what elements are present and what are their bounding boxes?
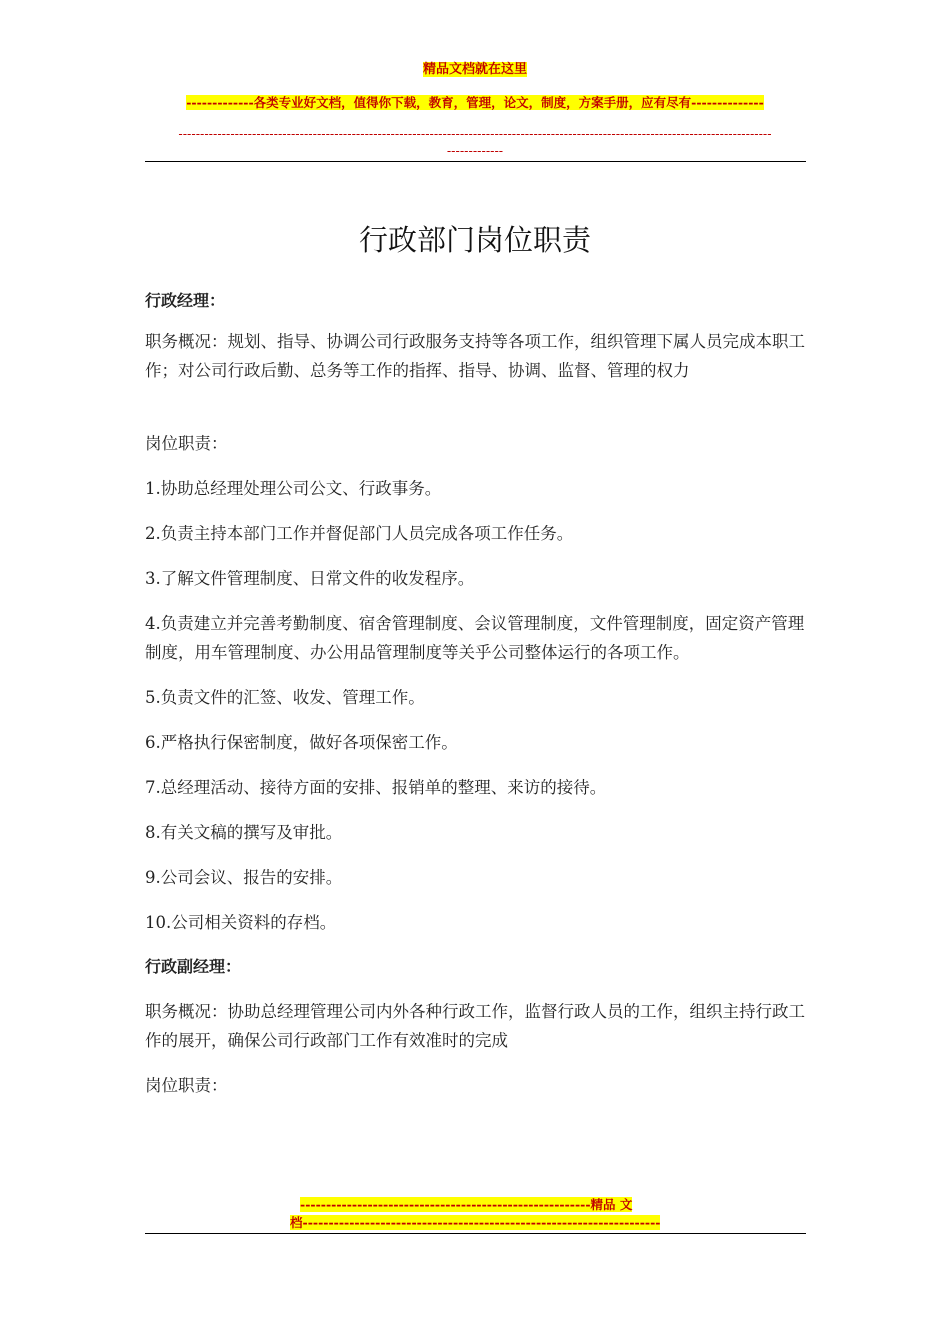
footer-text-1: --------------------------------------------------------精品 文	[300, 1197, 633, 1212]
job-overview: 职务概况：协助总经理管理公司内外各种行政工作，监督行政人员的工作，组织主持行政工作的展开，确保公司行政部门工作有效准时的完成	[145, 1002, 805, 1050]
header-divider	[145, 161, 806, 162]
job-overview: 职务概况：规划、指导、协调公司行政服务支持等各项工作，组织管理下属人员完成本职工作；对公司行政后勤、总务等工作的指挥、指导、协调、监督、管理的权力	[145, 332, 805, 380]
header-dash-line: -----------------------------------------------------------------------------------------------------------------------------------------	[178, 127, 772, 141]
list-item: 10.公司相关资料的存档。	[145, 913, 337, 932]
footer-divider	[145, 1233, 806, 1234]
list-item: 7.总经理活动、接待方面的安排、报销单的整理、来访的接待。	[145, 778, 607, 797]
list-item: 5.负责文件的汇签、收发、管理工作。	[145, 688, 425, 707]
header-dash-line-2: -------------	[446, 144, 504, 158]
header-subtitle	[0, 93, 950, 111]
footer-line-2	[290, 1213, 660, 1231]
list-item: 6.严格执行保密制度，做好各项保密工作。	[145, 733, 458, 752]
header-top-text: 精品文档就在这里	[422, 62, 527, 77]
duties-label: 岗位职责：	[145, 434, 228, 453]
list-item: 8.有关文稿的撰写及审批。	[145, 823, 343, 842]
list-item: 9.公司会议、报告的安排。	[145, 868, 343, 887]
header-sub-text: -------------各类专业好文档，值得你下载，教育，管理，论文，制度，方案手册，应有尽有--------------	[186, 95, 764, 110]
footer-text-2: 档---------------------------------------------------------------------	[290, 1215, 661, 1230]
list-item: 1.协助总经理处理公司公文、行政事务。	[145, 479, 442, 498]
section-heading: 行政经理：	[145, 291, 226, 310]
list-item: 4.负责建立并完善考勤制度、宿舍管理制度、会议管理制度，文件管理制度，固定资产管理制度，用车管理制度、办公用品管理制度等关乎公司整体运行的各项工作。	[145, 614, 805, 662]
section-heading: 行政副经理：	[145, 957, 242, 976]
duties-label: 岗位职责：	[145, 1076, 228, 1095]
footer-line-1	[300, 1195, 632, 1213]
page-title: 行政部门岗位职责	[358, 223, 591, 257]
header-banner	[0, 58, 950, 77]
list-item: 3.了解文件管理制度、日常文件的收发程序。	[145, 569, 475, 588]
document-body	[145, 286, 805, 1100]
list-item: 2.负责主持本部门工作并督促部门人员完成各项工作任务。	[145, 524, 574, 543]
